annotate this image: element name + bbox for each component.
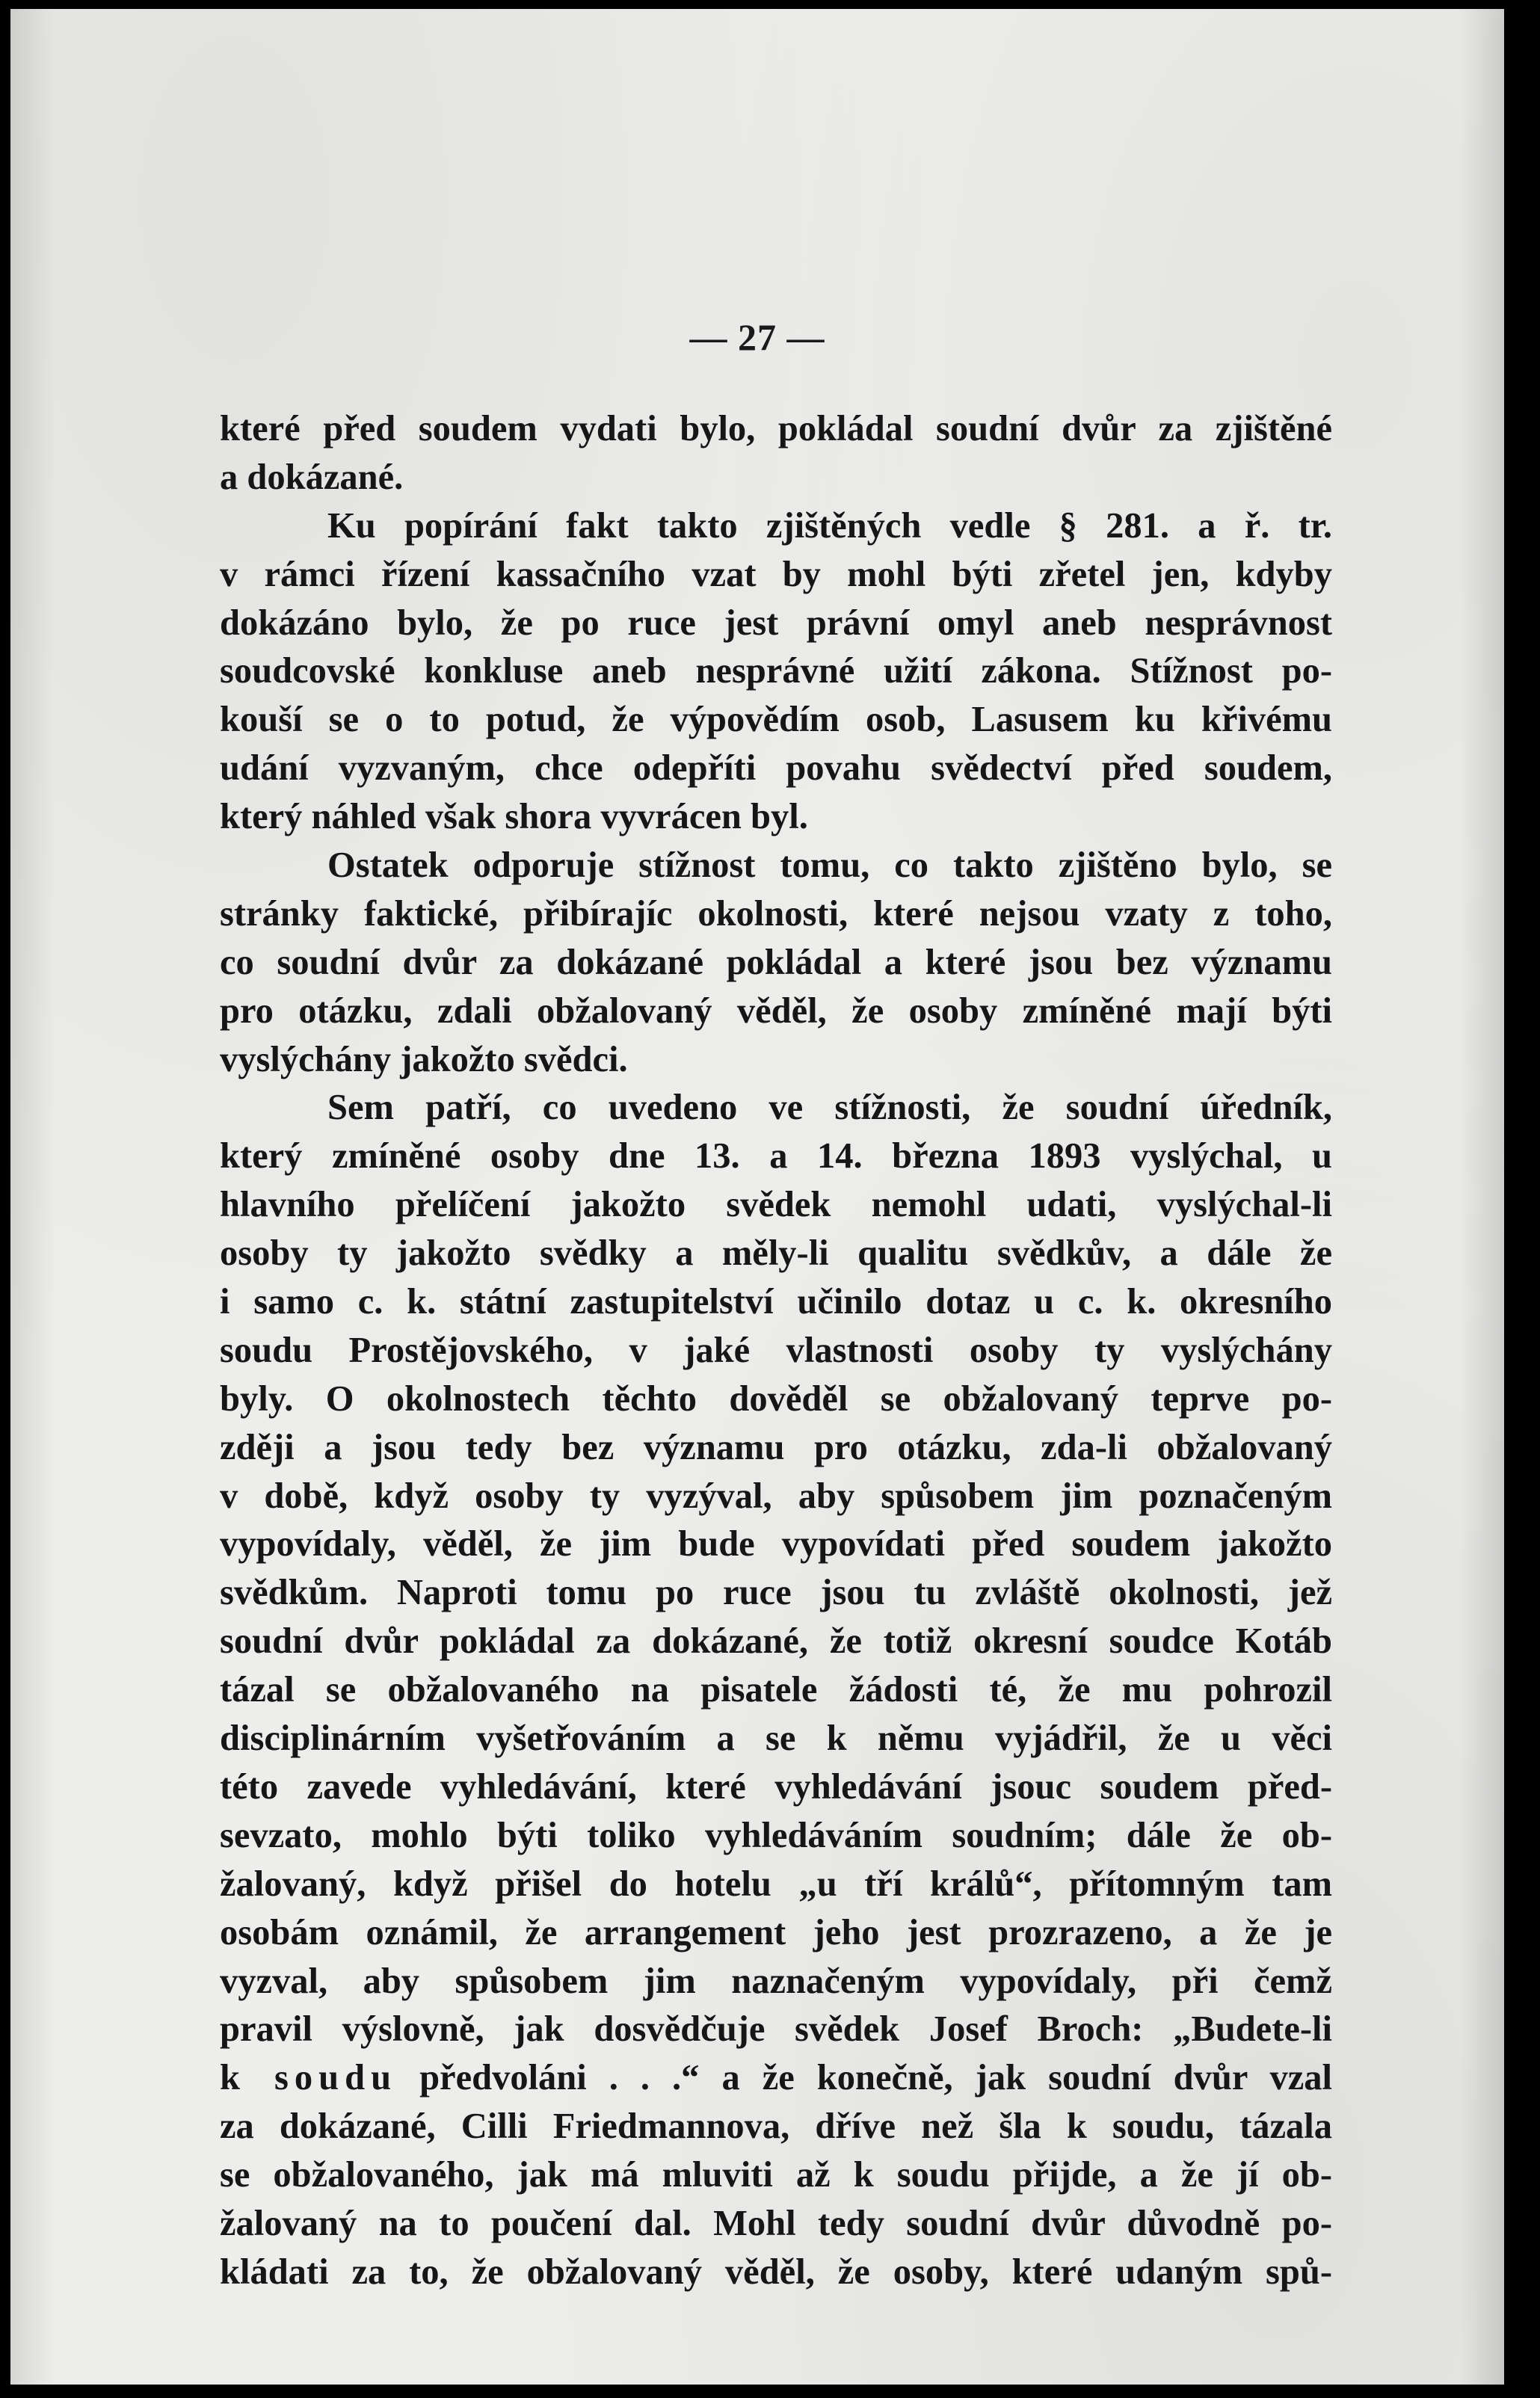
text-line: žalovaný na to poučení dal. Mohl tedy soudní dvůr důvodně po- bbox=[220, 2203, 1332, 2243]
text-line: stránky faktické, přibírajíc okolnosti, které nejsou vzaty z toho, bbox=[220, 893, 1332, 934]
text-line: soudcovské konkluse aneb nesprávné užití zákona. Stížnost po- bbox=[220, 651, 1332, 691]
text-line: co soudní dvůr za dokázané pokládal a které jsou bez významu bbox=[220, 942, 1332, 982]
text-line: za dokázané, Cilli Friedmannova, dříve než šla k soudu, tázala bbox=[220, 2106, 1332, 2147]
text-line: Sem patří, co uvedeno ve stížnosti, že soudní úředník, bbox=[327, 1088, 1332, 1128]
text-line: osoby ty jakožto svědky a měly-li qualitu svědkův, a dále že bbox=[220, 1233, 1332, 1274]
scanned-page bbox=[10, 9, 1504, 2385]
page-edge-shadow-right bbox=[1459, 9, 1504, 2385]
text-line: svědkům. Naproti tomu po ruce jsou tu zvláště okolnosti, jež bbox=[220, 1573, 1332, 1613]
text-line: kládati za to, že obžalovaný věděl, že osoby, které udaným spů- bbox=[220, 2251, 1332, 2292]
text-line: osobám oznámil, že arrangement jeho jest prozrazeno, a že je bbox=[220, 1912, 1332, 1952]
text-line: pravil výslovně, jak dosvědčuje svědek Josef Broch: „Budete-li bbox=[220, 2009, 1332, 2050]
text-line: tázal se obžalovaného na pisatele žádosti té, že mu pohrozil bbox=[220, 1670, 1332, 1710]
text-line: Ku popírání fakt takto zjištěných vedle § 281. a ř. tr. bbox=[327, 505, 1332, 546]
text-line: v době, když osoby ty vyzýval, aby spůsobem jim poznačeným bbox=[220, 1476, 1332, 1516]
text-line: Ostatek odporuje stížnost tomu, co takto zjištěno bylo, se bbox=[327, 845, 1332, 886]
text-line: vypovídaly, věděl, že jim bude vypovídati před soudem jakožto bbox=[220, 1524, 1332, 1565]
text-line: i samo c. k. státní zastupitelství učinilo dotaz u c. k. okresního bbox=[220, 1282, 1332, 1322]
text-line: který zmíněné osoby dne 13. a 14. března 1893 vyslýchal, u bbox=[220, 1136, 1332, 1177]
text-line: se obžalovaného, jak má mluviti až k soudu přijde, a že jí ob- bbox=[220, 2155, 1332, 2195]
text-line: disciplinárním vyšetřováním a se k němu vyjádřil, že u věci bbox=[220, 1719, 1332, 1759]
text-line: byly. O okolnostech těchto dověděl se obžalovaný teprve po- bbox=[220, 1378, 1332, 1419]
text-line: hlavního přelíčení jakožto svědek nemohl udati, vyslýchal-li bbox=[220, 1185, 1332, 1225]
text-line: kouší se o to potud, že výpovědím osob, Lasusem ku křivému bbox=[220, 700, 1332, 740]
text-line: dokázáno bylo, že po ruce jest právní omyl aneb nesprávnost bbox=[220, 602, 1332, 643]
text-line: vyzval, aby spůsobem jim naznačeným vypovídaly, při čemž bbox=[220, 1961, 1332, 2001]
text-line: soudu Prostějovského, v jaké vlastnosti osoby ty vyslýchány bbox=[220, 1330, 1332, 1370]
text-line: zději a jsou tedy bez významu pro otázku, zda-li obžalovaný bbox=[220, 1427, 1332, 1467]
text-line: a dokázané. bbox=[220, 457, 404, 497]
body-text bbox=[220, 405, 1332, 2297]
text-line: které před soudem vydati bylo, pokládal soudní dvůr za zjištěné bbox=[220, 409, 1332, 449]
text-line: sevzato, mohlo býti toliko vyhledáváním soudním; dále že ob- bbox=[220, 1815, 1332, 1855]
text-line: k soudu předvoláni . . .“ a že konečně, jak soudní dvůr vzal bbox=[220, 2058, 1332, 2098]
text-line: této zavede vyhledávání, které vyhledávání jsouc soudem před- bbox=[220, 1766, 1332, 1807]
text-line: který náhled však shora vyvrácen byl. bbox=[220, 797, 808, 837]
text-line: udání vyzvaným, chce odepříti povahu svědectví před soudem, bbox=[220, 748, 1332, 789]
spaced-emphasis: k soudu bbox=[220, 2058, 398, 2098]
page-edge-shadow-left bbox=[10, 9, 55, 2385]
text-line: pro otázku, zdali obžalovaný věděl, že osoby zmíněné mají býti bbox=[220, 990, 1332, 1031]
text-line: soudní dvůr pokládal za dokázané, že totiž okresní soudce Kotáb bbox=[220, 1621, 1332, 1662]
text-line: žalovaný, když přišel do hotelu „u tří králů“, přítomným tam bbox=[220, 1864, 1332, 1904]
page-number: — 27 — bbox=[689, 316, 825, 358]
text-line: v rámci řízení kassačního vzat by mohl býti zřetel jen, kdyby bbox=[220, 554, 1332, 594]
text-line: vyslýchány jakožto svědci. bbox=[220, 1039, 628, 1079]
